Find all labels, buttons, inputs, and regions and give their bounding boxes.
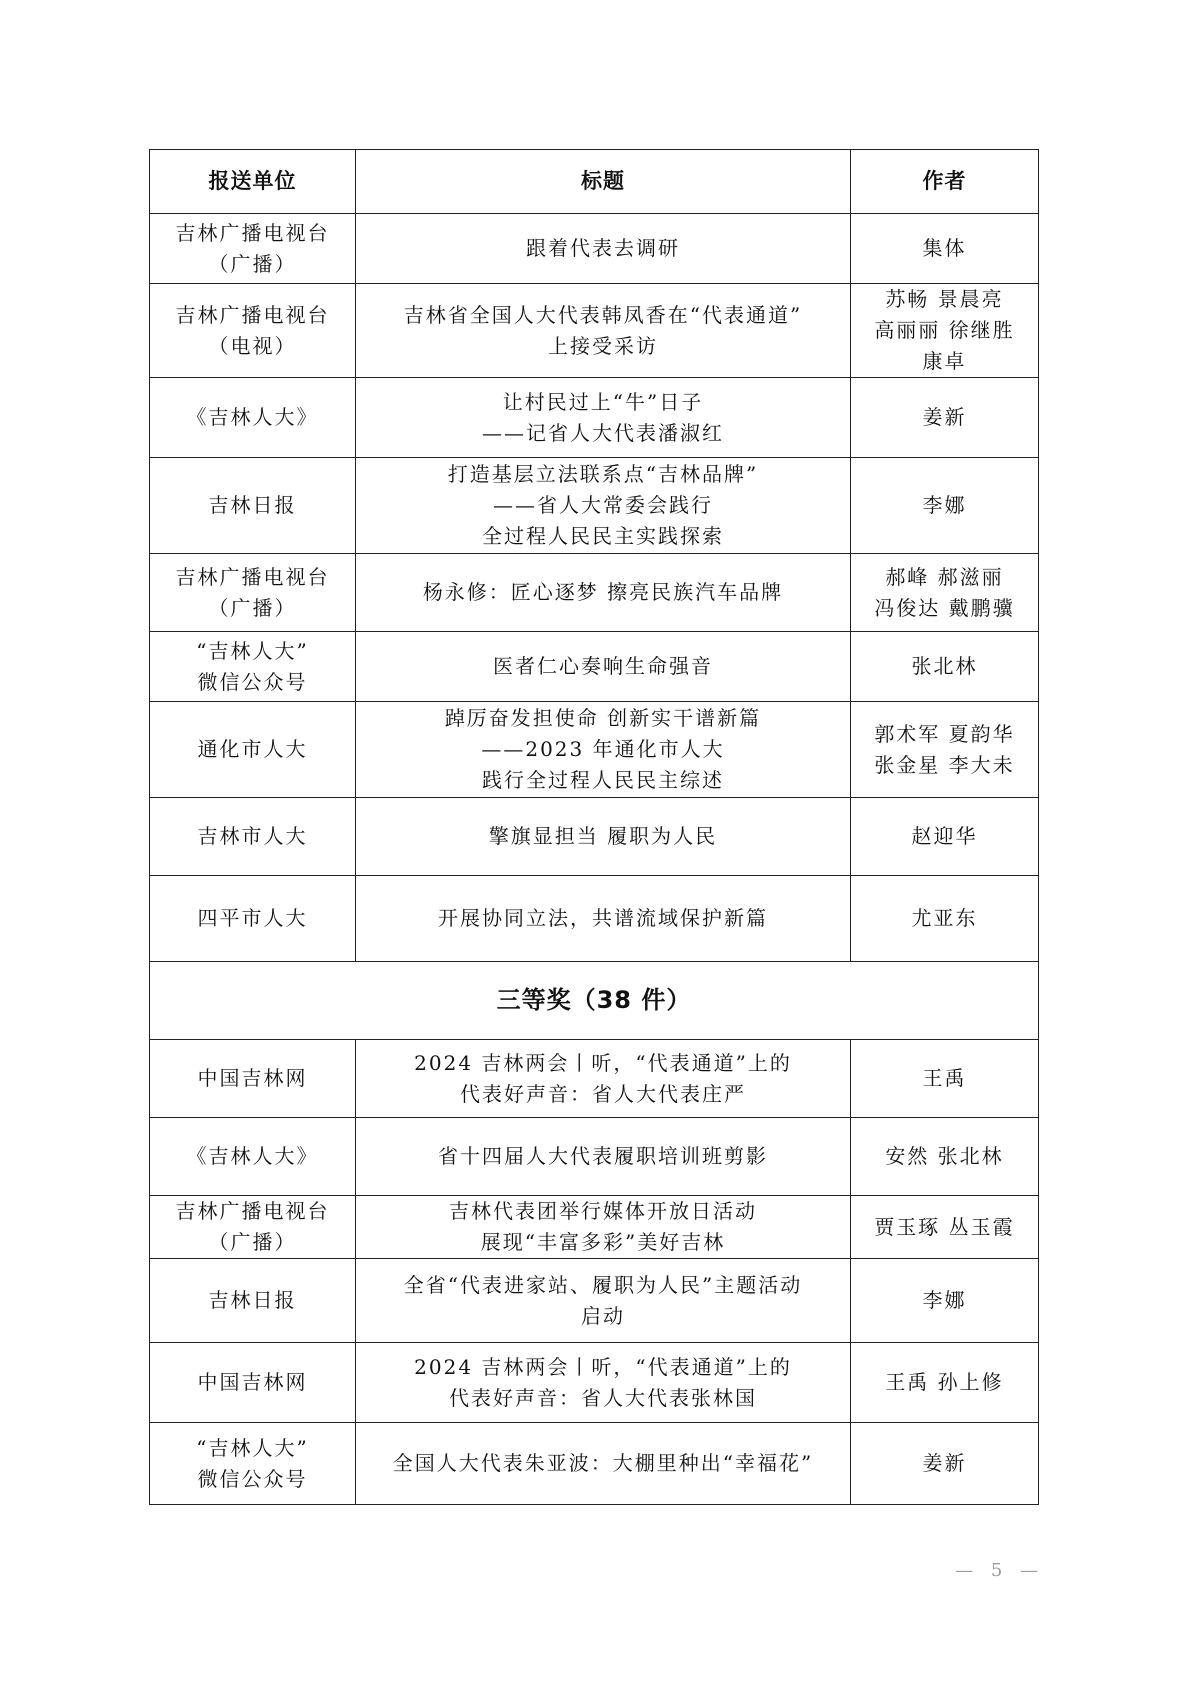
cell-unit — [150, 876, 356, 962]
cell-author-line: 张金星 李大未 — [874, 752, 1015, 777]
section-band — [150, 962, 1039, 1040]
cell-author-line: 集体 — [922, 236, 967, 260]
table-row — [150, 876, 1039, 962]
cell-title-line: 启动 — [581, 1303, 625, 1328]
cell-author-line: 李娜 — [922, 493, 967, 517]
cell-title-line: 全省“代表进家站、履职为人民”主题活动 — [403, 1272, 803, 1297]
cell-author — [851, 378, 1039, 458]
table-row — [150, 214, 1039, 284]
cell-author-line: 李娜 — [922, 1288, 967, 1312]
cell-unit — [150, 1118, 356, 1196]
cell-author-line: 苏畅 景晨亮 — [885, 287, 1004, 311]
cell-title-line: 踔厉奋发担使命 创新实干谱新篇 — [444, 706, 762, 730]
cell-unit — [150, 284, 356, 378]
header-unit: 报送单位 — [150, 150, 356, 214]
cell-title — [356, 632, 851, 702]
cell-title-line: 打造基层立法联系点“吉林品牌” — [447, 462, 759, 486]
cell-title-line: 全国人大代表朱亚波：大棚里种出“幸福花” — [392, 1451, 814, 1475]
cell-author-line: 赵迎华 — [911, 824, 978, 848]
table-row — [150, 1343, 1039, 1423]
table-row — [150, 1040, 1039, 1118]
table-row — [150, 1259, 1039, 1343]
table-row — [150, 554, 1039, 632]
cell-title — [356, 458, 851, 554]
cell-title-line: 擎旗显担当 履职为人民 — [488, 824, 718, 848]
cell-title-line: 开展协同立法，共谱流域保护新篇 — [438, 906, 768, 930]
cell-author-line: 姜新 — [922, 1451, 967, 1475]
cell-unit — [150, 1423, 356, 1505]
section-row — [150, 962, 1039, 1040]
cell-author-line: 张北林 — [911, 654, 978, 678]
cell-title — [356, 1118, 851, 1196]
rows-before — [150, 214, 1039, 962]
cell-title — [356, 214, 851, 284]
cell-unit-line: 通化市人大 — [197, 737, 308, 761]
table-row — [150, 1196, 1039, 1259]
cell-title — [356, 1196, 851, 1259]
cell-title-line: ——2023 年通化市人大 — [481, 737, 725, 761]
cell-author — [851, 876, 1039, 962]
cell-title — [356, 1040, 851, 1118]
cell-title — [356, 1259, 851, 1343]
cell-author — [851, 1196, 1039, 1259]
page-number: — 5 — — [955, 1560, 1044, 1581]
cell-title-line: ——省人大常委会践行 — [493, 493, 713, 517]
cell-title-line: 吉林代表团举行媒体开放日活动 — [449, 1199, 757, 1223]
cell-title — [356, 1343, 851, 1423]
cell-unit — [150, 798, 356, 876]
cell-title — [356, 284, 851, 378]
cell-author-line: 贾玉琢 丛玉霞 — [874, 1214, 1015, 1239]
table-row — [150, 378, 1039, 458]
cell-author — [851, 1423, 1039, 1505]
cell-unit-line: 吉林广播电视台 — [175, 564, 330, 589]
table-header-row — [150, 150, 1039, 214]
cell-author-line: 王禹 孙上修 — [885, 1370, 1004, 1394]
cell-unit — [150, 1196, 356, 1259]
cell-title-line: 全过程人民民主实践探索 — [482, 524, 724, 548]
cell-unit-line: 吉林日报 — [208, 1288, 297, 1312]
cell-unit — [150, 1343, 356, 1423]
cell-author-line: 姜新 — [922, 405, 967, 429]
cell-title-line: 上接受采访 — [548, 333, 658, 358]
cell-title — [356, 876, 851, 962]
header-author: 作者 — [851, 150, 1039, 214]
cell-author-line: 安然 张北林 — [885, 1144, 1004, 1168]
cell-title-line: 展现“丰富多彩”美好吉林 — [480, 1230, 726, 1254]
table-row — [150, 1118, 1039, 1196]
header-title: 标题 — [356, 150, 851, 214]
cell-unit-line: 微信公众号 — [197, 1466, 308, 1491]
cell-title-line: 代表好声音：省人大代表庄严 — [460, 1081, 746, 1106]
table-row — [150, 1423, 1039, 1505]
cell-unit — [150, 632, 356, 702]
cell-unit — [150, 702, 356, 798]
cell-author — [851, 554, 1039, 632]
cell-unit-line: 吉林日报 — [208, 493, 297, 517]
cell-author — [851, 632, 1039, 702]
cell-title — [356, 702, 851, 798]
cell-author-line: 尤亚东 — [911, 906, 978, 930]
cell-author-line: 郝峰 郝滋丽 — [885, 564, 1004, 589]
cell-unit-line: （广播） — [208, 251, 297, 276]
cell-author-line: 高丽丽 徐继胜 — [874, 318, 1015, 342]
section-title: 三等奖（38 件） — [150, 962, 1039, 1040]
cell-unit-line: 四平市人大 — [197, 906, 308, 930]
cell-title-line: 让村民过上“牛”日子 — [502, 389, 704, 414]
cell-author — [851, 702, 1039, 798]
cell-title-line: 2024 吉林两会丨听，“代表通道”上的 — [414, 1050, 792, 1075]
cell-title-line: 省十四届人大代表履职培训班剪影 — [438, 1144, 768, 1168]
cell-author-line: 冯俊达 戴鹏骥 — [874, 595, 1015, 620]
cell-title-line: 2024 吉林两会丨听，“代表通道”上的 — [414, 1354, 792, 1379]
table-row — [150, 702, 1039, 798]
cell-unit-line: 中国吉林网 — [197, 1066, 308, 1090]
cell-unit — [150, 214, 356, 284]
cell-title-line: 代表好声音：省人大代表张林国 — [449, 1385, 757, 1410]
cell-author — [851, 1343, 1039, 1423]
cell-author-line: 王禹 — [922, 1066, 967, 1090]
cell-unit-line: “吉林人大” — [196, 638, 309, 663]
cell-unit-line: （广播） — [208, 595, 297, 620]
cell-unit-line: 吉林广播电视台 — [175, 302, 330, 327]
cell-unit — [150, 554, 356, 632]
cell-unit-line: 吉林市人大 — [197, 824, 308, 848]
cell-title-line: 践行全过程人民民主综述 — [482, 768, 724, 792]
cell-unit — [150, 1259, 356, 1343]
cell-title-line: 吉林省全国人大代表韩凤香在“代表通道” — [403, 302, 803, 327]
awards-table — [149, 149, 1039, 1505]
cell-unit — [150, 458, 356, 554]
table-row — [150, 458, 1039, 554]
cell-unit-line: 中国吉林网 — [197, 1370, 308, 1394]
cell-unit — [150, 1040, 356, 1118]
cell-author-line: 郭术军 夏韵华 — [874, 721, 1015, 746]
cell-title — [356, 1423, 851, 1505]
cell-title-line: 医者仁心奏响生命强音 — [493, 654, 713, 678]
cell-unit-line: 《吉林人大》 — [186, 405, 319, 429]
cell-unit-line: 吉林广播电视台 — [175, 1199, 330, 1223]
cell-author — [851, 1259, 1039, 1343]
cell-title-line: 跟着代表去调研 — [526, 236, 680, 260]
cell-author — [851, 1040, 1039, 1118]
cell-author — [851, 798, 1039, 876]
cell-title — [356, 378, 851, 458]
cell-unit-line: （电视） — [208, 333, 297, 358]
cell-author — [851, 1118, 1039, 1196]
table-row — [150, 798, 1039, 876]
cell-unit — [150, 378, 356, 458]
cell-unit-line: 微信公众号 — [197, 669, 308, 694]
cell-title-line: ——记省人大代表潘淑红 — [482, 420, 724, 445]
table-row — [150, 284, 1039, 378]
cell-title — [356, 798, 851, 876]
cell-author — [851, 458, 1039, 554]
cell-unit-line: 吉林广播电视台 — [175, 220, 330, 245]
cell-author — [851, 214, 1039, 284]
cell-title — [356, 554, 851, 632]
cell-title-line: 杨永修：匠心逐梦 擦亮民族汽车品牌 — [422, 580, 784, 604]
cell-author-line: 康卓 — [922, 349, 967, 373]
table-row — [150, 632, 1039, 702]
rows-after — [150, 1040, 1039, 1505]
cell-unit-line: 《吉林人大》 — [186, 1144, 319, 1168]
cell-unit-line: “吉林人大” — [196, 1435, 309, 1460]
cell-author — [851, 284, 1039, 378]
cell-unit-line: （广播） — [208, 1230, 297, 1254]
